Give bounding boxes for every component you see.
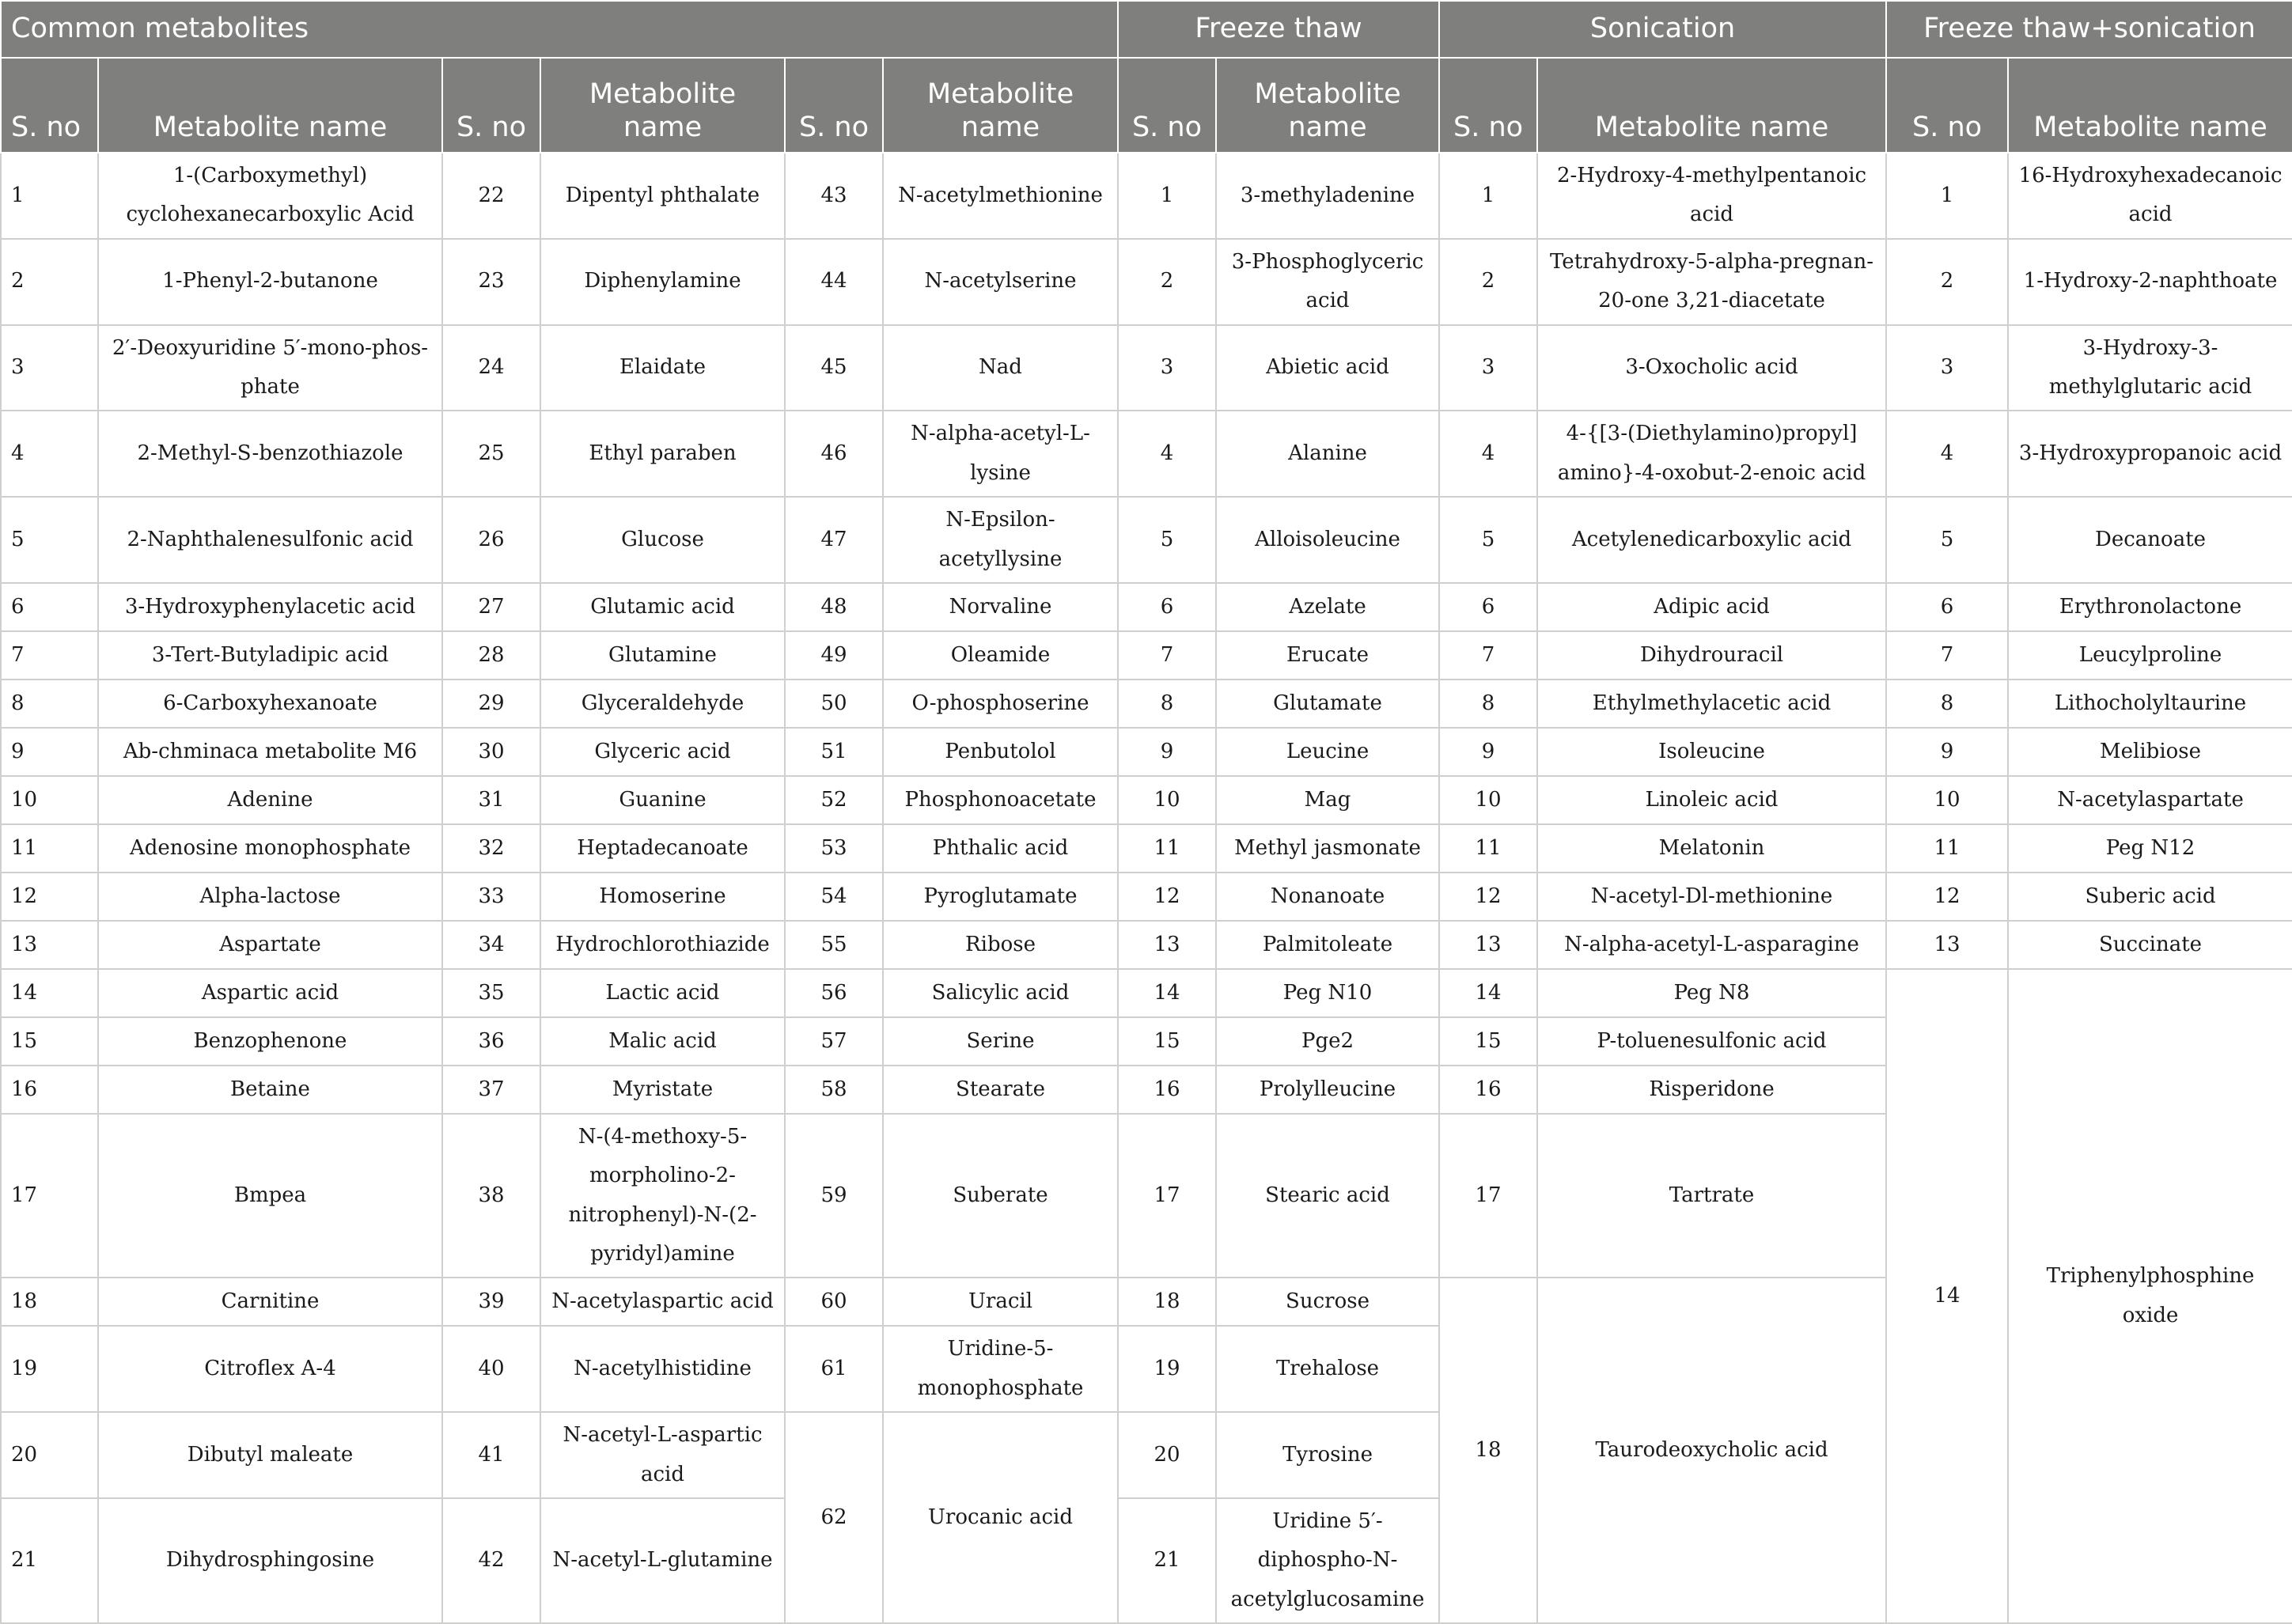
table-cell: Uridine-5-monophosphate [883, 1326, 1118, 1412]
table-cell: 38 [442, 1114, 540, 1278]
table-cell: 18 [1439, 1278, 1537, 1623]
table-cell: 20 [1118, 1412, 1216, 1498]
table-cell: 3-Phosphoglyceric acid [1216, 239, 1439, 325]
column-header-sno: S. no [785, 58, 883, 153]
table-cell: N-alpha-acetyl-L-lysine [883, 411, 1118, 497]
table-cell: 17 [1439, 1114, 1537, 1278]
table-cell: 3 [1439, 325, 1537, 411]
table-cell: 20 [1, 1412, 98, 1498]
table-cell: Oleamide [883, 631, 1118, 680]
table-cell: Aspartate [98, 921, 442, 969]
table-cell: Mag [1216, 776, 1439, 824]
table-cell: Carnitine [98, 1278, 442, 1326]
table-cell: Glyceraldehyde [540, 680, 785, 728]
table-row [1, 680, 2292, 728]
table-cell: 13 [1, 921, 98, 969]
table-cell: 2-Methyl-S-benzothiazole [98, 411, 442, 497]
table-cell: 2 [1886, 239, 2008, 325]
table-cell: Suberic acid [2008, 873, 2292, 921]
table-cell: Glutamine [540, 631, 785, 680]
table-cell: O-phosphoserine [883, 680, 1118, 728]
column-header-metabolite-name: Metabolite name [540, 58, 785, 153]
table-cell: Tartrate [1537, 1114, 1886, 1278]
table-cell: Serine [883, 1017, 1118, 1066]
table-cell: 33 [442, 873, 540, 921]
table-cell: 18 [1118, 1278, 1216, 1326]
table-cell: 44 [785, 239, 883, 325]
table-cell: Alanine [1216, 411, 1439, 497]
table-cell: 17 [1118, 1114, 1216, 1278]
table-cell: Penbutolol [883, 728, 1118, 776]
table-cell: 9 [1118, 728, 1216, 776]
table-cell: Alloisoleucine [1216, 497, 1439, 583]
table-cell: Tetrahydroxy-5-alpha-pregnan-20-one 3,21-diacetate [1537, 239, 1886, 325]
group-header-freeze-thaw: Freeze thaw [1118, 1, 1439, 58]
table-cell: 3 [1, 325, 98, 411]
table-cell: 25 [442, 411, 540, 497]
table-cell: Peg N10 [1216, 969, 1439, 1017]
table-cell: 8 [1439, 680, 1537, 728]
table-cell: Urocanic acid [883, 1412, 1118, 1623]
table-cell: 1 [1, 153, 98, 239]
table-cell: Uracil [883, 1278, 1118, 1326]
table-cell: 46 [785, 411, 883, 497]
table-cell: 11 [1439, 824, 1537, 873]
table-cell: N-acetyl-Dl-methionine [1537, 873, 1886, 921]
table-cell: 1 [1886, 153, 2008, 239]
table-cell: N-(4-methoxy-5-morpholino-2-nitrophenyl)-N-(2-pyridyl)amine [540, 1114, 785, 1278]
table-cell: Trehalose [1216, 1326, 1439, 1412]
table-row [1, 969, 2292, 1017]
table-cell: 3-Hydroxyphenylacetic acid [98, 583, 442, 631]
table-cell: 2′-Deoxyuridine 5′-mono-phos-phate [98, 325, 442, 411]
table-cell: Bmpea [98, 1114, 442, 1278]
table-cell: P-toluenesulfonic acid [1537, 1017, 1886, 1066]
table-cell: 43 [785, 153, 883, 239]
table-cell: Erucate [1216, 631, 1439, 680]
table-cell: Pyroglutamate [883, 873, 1118, 921]
table-cell: 47 [785, 497, 883, 583]
column-header-sno: S. no [1886, 58, 2008, 153]
table-cell: Stearic acid [1216, 1114, 1439, 1278]
table-cell: Palmitoleate [1216, 921, 1439, 969]
table-cell: 2 [1118, 239, 1216, 325]
table-cell: Azelate [1216, 583, 1439, 631]
column-header-sno: S. no [1118, 58, 1216, 153]
table-cell: 12 [1439, 873, 1537, 921]
table-cell: 19 [1, 1326, 98, 1412]
table-cell: Risperidone [1537, 1066, 1886, 1114]
table-cell: N-alpha-acetyl-L-asparagine [1537, 921, 1886, 969]
group-header-row [1, 1, 2292, 58]
table-cell: 32 [442, 824, 540, 873]
table-cell: 45 [785, 325, 883, 411]
table-cell: Glucose [540, 497, 785, 583]
group-header-sonication: Sonication [1439, 1, 1886, 58]
table-cell: 56 [785, 969, 883, 1017]
table-cell: 21 [1118, 1498, 1216, 1623]
table-cell: Glutamic acid [540, 583, 785, 631]
table-cell: Taurodeoxycholic acid [1537, 1278, 1886, 1623]
table-cell: Leucine [1216, 728, 1439, 776]
column-header-metabolite-name: Metabolite name [2008, 58, 2292, 153]
table-cell: 3-Tert-Butyladipic acid [98, 631, 442, 680]
table-cell: Alpha-lactose [98, 873, 442, 921]
table-cell: Elaidate [540, 325, 785, 411]
table-cell: 55 [785, 921, 883, 969]
table-cell: 29 [442, 680, 540, 728]
table-cell: Triphenylphosphine oxide [2008, 969, 2292, 1623]
table-cell: Melibiose [2008, 728, 2292, 776]
table-cell: 52 [785, 776, 883, 824]
table-cell: 15 [1, 1017, 98, 1066]
table-cell: Dihydrosphingosine [98, 1498, 442, 1623]
table-cell: N-acetyl-L-glutamine [540, 1498, 785, 1623]
table-cell: Succinate [2008, 921, 2292, 969]
table-cell: 39 [442, 1278, 540, 1326]
table-cell: 54 [785, 873, 883, 921]
table-cell: 7 [1, 631, 98, 680]
table-cell: Acetylenedicarboxylic acid [1537, 497, 1886, 583]
table-cell: 14 [1118, 969, 1216, 1017]
table-cell: 51 [785, 728, 883, 776]
table-cell: 5 [1886, 497, 2008, 583]
table-cell: N-acetyl-L-aspartic acid [540, 1412, 785, 1498]
table-cell: 8 [1118, 680, 1216, 728]
table-cell: 13 [1886, 921, 2008, 969]
table-cell: Citroflex A-4 [98, 1326, 442, 1412]
table-cell: Adenosine monophosphate [98, 824, 442, 873]
table-cell: 23 [442, 239, 540, 325]
table-cell: 9 [1439, 728, 1537, 776]
group-header-common: Common metabolites [1, 1, 1118, 58]
table-cell: Ab-chminaca metabolite M6 [98, 728, 442, 776]
table-cell: 3 [1886, 325, 2008, 411]
table-cell: 50 [785, 680, 883, 728]
table-cell: Homoserine [540, 873, 785, 921]
table-cell: Linoleic acid [1537, 776, 1886, 824]
table-cell: 2 [1, 239, 98, 325]
table-cell: Sucrose [1216, 1278, 1439, 1326]
group-header-freeze-thaw-sonication: Freeze thaw+sonication [1886, 1, 2292, 58]
table-cell: 7 [1886, 631, 2008, 680]
table-cell: Methyl jasmonate [1216, 824, 1439, 873]
table-cell: 14 [1, 969, 98, 1017]
table-cell: 9 [1886, 728, 2008, 776]
table-row [1, 583, 2292, 631]
table-cell: 1 [1118, 153, 1216, 239]
column-header-metabolite-name: Metabolite name [1537, 58, 1886, 153]
table-row [1, 153, 2292, 239]
table-cell: 41 [442, 1412, 540, 1498]
table-cell: 37 [442, 1066, 540, 1114]
table-cell: 6-Carboxyhexanoate [98, 680, 442, 728]
table-cell: 8 [1, 680, 98, 728]
table-cell: N-acetylaspartate [2008, 776, 2292, 824]
table-row [1, 325, 2292, 411]
table-cell: Pge2 [1216, 1017, 1439, 1066]
table-cell: 10 [1886, 776, 2008, 824]
table-cell: Phthalic acid [883, 824, 1118, 873]
table-cell: 21 [1, 1498, 98, 1623]
table-row [1, 776, 2292, 824]
table-cell: 10 [1439, 776, 1537, 824]
table-cell: Stearate [883, 1066, 1118, 1114]
column-header-sno: S. no [442, 58, 540, 153]
table-cell: 61 [785, 1326, 883, 1412]
table-cell: Tyrosine [1216, 1412, 1439, 1498]
table-cell: Adenine [98, 776, 442, 824]
table-cell: 1-Phenyl-2-butanone [98, 239, 442, 325]
table-cell: Dibutyl maleate [98, 1412, 442, 1498]
table-cell: Glyceric acid [540, 728, 785, 776]
table-cell: Diphenylamine [540, 239, 785, 325]
table-cell: Dihydrouracil [1537, 631, 1886, 680]
table-cell: 5 [1439, 497, 1537, 583]
table-cell: 11 [1118, 824, 1216, 873]
table-cell: 59 [785, 1114, 883, 1278]
table-cell: 22 [442, 153, 540, 239]
table-cell: Adipic acid [1537, 583, 1886, 631]
table-cell: Malic acid [540, 1017, 785, 1066]
table-cell: Phosphonoacetate [883, 776, 1118, 824]
table-cell: 16 [1439, 1066, 1537, 1114]
table-cell: 4-{[3-(Diethylamino)propyl] amino}-4-oxobut-2-enoic acid [1537, 411, 1886, 497]
table-cell: 12 [1118, 873, 1216, 921]
table-cell: N-acetylmethionine [883, 153, 1118, 239]
column-header-metabolite-name: Metabolite name [883, 58, 1118, 153]
table-cell: 15 [1439, 1017, 1537, 1066]
column-header-sno: S. no [1439, 58, 1537, 153]
table-cell: N-acetylserine [883, 239, 1118, 325]
table-cell: Leucylproline [2008, 631, 2292, 680]
table-cell: 15 [1118, 1017, 1216, 1066]
table-cell: 8 [1886, 680, 2008, 728]
table-cell: 36 [442, 1017, 540, 1066]
table-cell: 18 [1, 1278, 98, 1326]
table-cell: 14 [1886, 969, 2008, 1623]
table-cell: 48 [785, 583, 883, 631]
table-cell: Isoleucine [1537, 728, 1886, 776]
table-cell: 6 [1118, 583, 1216, 631]
table-cell: 9 [1, 728, 98, 776]
column-header-sno: S. no [1, 58, 98, 153]
table-cell: Glutamate [1216, 680, 1439, 728]
table-cell: N-acetylhistidine [540, 1326, 785, 1412]
table-cell: Uridine 5′-diphospho-N-acetylglucosamine [1216, 1498, 1439, 1623]
table-cell: 3-Hydroxy-3-methylglutaric acid [2008, 325, 2292, 411]
table-cell: 12 [1886, 873, 2008, 921]
table-cell: 10 [1118, 776, 1216, 824]
table-row [1, 728, 2292, 776]
table-cell: Ribose [883, 921, 1118, 969]
table-cell: 42 [442, 1498, 540, 1623]
table-cell: Norvaline [883, 583, 1118, 631]
table-cell: Ethyl paraben [540, 411, 785, 497]
table-cell: Lithocholyltaurine [2008, 680, 2292, 728]
table-cell: 16 [1, 1066, 98, 1114]
table-cell: 13 [1118, 921, 1216, 969]
table-cell: 1 [1439, 153, 1537, 239]
table-cell: Peg N12 [2008, 824, 2292, 873]
table-cell: Dipentyl phthalate [540, 153, 785, 239]
table-cell: 2 [1439, 239, 1537, 325]
table-cell: 3-methyladenine [1216, 153, 1439, 239]
table-cell: Myristate [540, 1066, 785, 1114]
table-cell: Guanine [540, 776, 785, 824]
table-cell: Nonanoate [1216, 873, 1439, 921]
table-cell: 11 [1, 824, 98, 873]
table-cell: Ethylmethylacetic acid [1537, 680, 1886, 728]
table-cell: 4 [1439, 411, 1537, 497]
table-cell: 2-Hydroxy-4-methylpentanoic acid [1537, 153, 1886, 239]
table-row [1, 411, 2292, 497]
table-row [1, 873, 2292, 921]
table-row [1, 824, 2292, 873]
table-cell: Heptadecanoate [540, 824, 785, 873]
table-cell: 19 [1118, 1326, 1216, 1412]
table-cell: 30 [442, 728, 540, 776]
table-cell: 10 [1, 776, 98, 824]
table-cell: 6 [1439, 583, 1537, 631]
table-cell: 31 [442, 776, 540, 824]
table-cell: 7 [1118, 631, 1216, 680]
table-cell: 40 [442, 1326, 540, 1412]
table-cell: 62 [785, 1412, 883, 1623]
table-cell: 14 [1439, 969, 1537, 1017]
table-cell: 6 [1886, 583, 2008, 631]
table-cell: Benzophenone [98, 1017, 442, 1066]
table-cell: 3-Oxocholic acid [1537, 325, 1886, 411]
table-cell: 34 [442, 921, 540, 969]
table-cell: Lactic acid [540, 969, 785, 1017]
table-row [1, 631, 2292, 680]
table-cell: Salicylic acid [883, 969, 1118, 1017]
table-cell: 7 [1439, 631, 1537, 680]
table-cell: Abietic acid [1216, 325, 1439, 411]
table-cell: Suberate [883, 1114, 1118, 1278]
table-cell: 49 [785, 631, 883, 680]
table-cell: Erythronolactone [2008, 583, 2292, 631]
table-cell: 27 [442, 583, 540, 631]
table-cell: N-Epsilon-acetyllysine [883, 497, 1118, 583]
table-row [1, 239, 2292, 325]
table-cell: 11 [1886, 824, 2008, 873]
table-cell: 26 [442, 497, 540, 583]
table-row [1, 497, 2292, 583]
table-cell: Hydrochlorothiazide [540, 921, 785, 969]
table-cell: 53 [785, 824, 883, 873]
table-cell: 17 [1, 1114, 98, 1278]
table-cell: 16-Hydroxyhexadecanoic acid [2008, 153, 2292, 239]
table-cell: Melatonin [1537, 824, 1886, 873]
table-cell: 60 [785, 1278, 883, 1326]
table-cell: 5 [1118, 497, 1216, 583]
table-cell: 3 [1118, 325, 1216, 411]
table-cell: 2-Naphthalenesulfonic acid [98, 497, 442, 583]
table-cell: 4 [1886, 411, 2008, 497]
table-cell: Decanoate [2008, 497, 2292, 583]
table-cell: 3-Hydroxypropanoic acid [2008, 411, 2292, 497]
table-cell: Aspartic acid [98, 969, 442, 1017]
column-header-row [1, 58, 2292, 153]
table-cell: 5 [1, 497, 98, 583]
table-cell: 57 [785, 1017, 883, 1066]
table-cell: 6 [1, 583, 98, 631]
column-header-metabolite-name: Metabolite name [1216, 58, 1439, 153]
table-cell: 4 [1, 411, 98, 497]
table-cell: 16 [1118, 1066, 1216, 1114]
table-cell: 24 [442, 325, 540, 411]
column-header-metabolite-name: Metabolite name [98, 58, 442, 153]
table-cell: Peg N8 [1537, 969, 1886, 1017]
table-cell: Prolylleucine [1216, 1066, 1439, 1114]
table-cell: Betaine [98, 1066, 442, 1114]
table-cell: 58 [785, 1066, 883, 1114]
table-cell: Nad [883, 325, 1118, 411]
table-cell: 35 [442, 969, 540, 1017]
table-row [1, 921, 2292, 969]
table-cell: 13 [1439, 921, 1537, 969]
table-cell: 1-(Carboxymethyl) cyclohexanecarboxylic Acid [98, 153, 442, 239]
table-cell: 28 [442, 631, 540, 680]
table-cell: 12 [1, 873, 98, 921]
table-cell: 1-Hydroxy-2-naphthoate [2008, 239, 2292, 325]
table-cell: N-acetylaspartic acid [540, 1278, 785, 1326]
table-cell: 4 [1118, 411, 1216, 497]
